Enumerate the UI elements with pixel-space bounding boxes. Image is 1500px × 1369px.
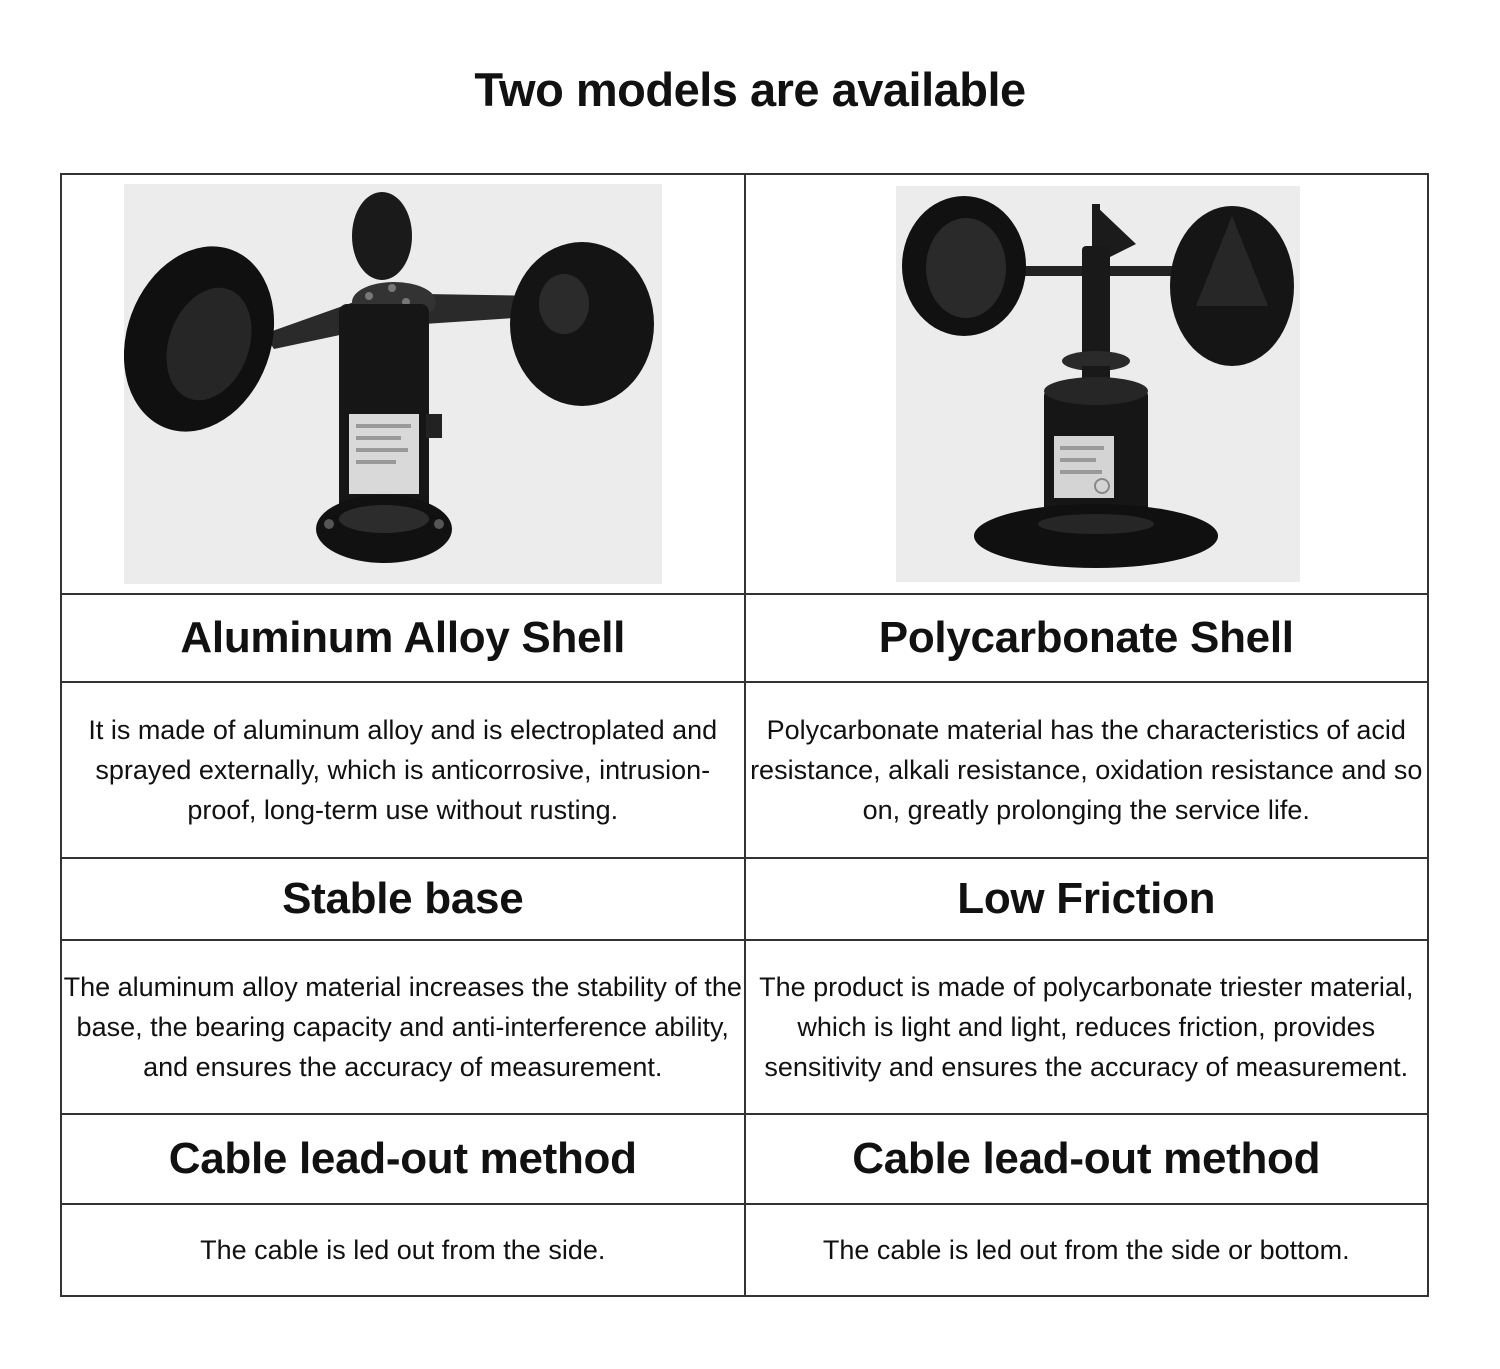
polycarbonate-anemometer-image (896, 186, 1300, 582)
model-a-heading-feature: Stable base (61, 858, 745, 940)
model-b-heading-shell: Polycarbonate Shell (745, 594, 1429, 682)
model-a-image-cell (61, 174, 745, 594)
model-b-desc-shell: Polycarbonate material has the characteristics of acid resistance, alkali resistance, oxidation resistance and so on, greatly prolonging the service life. (745, 682, 1429, 858)
model-b-image-cell (745, 174, 1429, 594)
model-a-heading-cable: Cable lead-out method (61, 1114, 745, 1204)
model-a-desc-feature: The aluminum alloy material increases the stability of the base, the bearing capacity and anti-interference ability, and ensures the accuracy of measurement. (61, 940, 745, 1114)
anemometer-polycarbonate-icon (896, 186, 1300, 582)
model-a-heading-shell: Aluminum Alloy Shell (61, 594, 745, 682)
model-a-desc-shell: It is made of aluminum alloy and is electroplated and sprayed externally, which is anticorrosive, intrusion-proof, long-term use without rusting. (61, 682, 745, 858)
model-a-desc-cable: The cable is led out from the side. (61, 1204, 745, 1296)
image-row (61, 174, 1428, 594)
model-b-desc-feature: The product is made of polycarbonate triester material, which is light and light, reduces friction, provides sensitivity and ensures the accuracy of measurement. (745, 940, 1429, 1114)
comparison-table (60, 173, 1429, 1297)
anemometer-metal-icon (124, 184, 662, 584)
model-b-heading-cable: Cable lead-out method (745, 1114, 1429, 1204)
aluminum-anemometer-image (124, 184, 662, 584)
page-title: Two models are available (474, 63, 1026, 116)
model-b-desc-cable: The cable is led out from the side or bottom. (745, 1204, 1429, 1296)
model-b-heading-feature: Low Friction (745, 858, 1429, 940)
